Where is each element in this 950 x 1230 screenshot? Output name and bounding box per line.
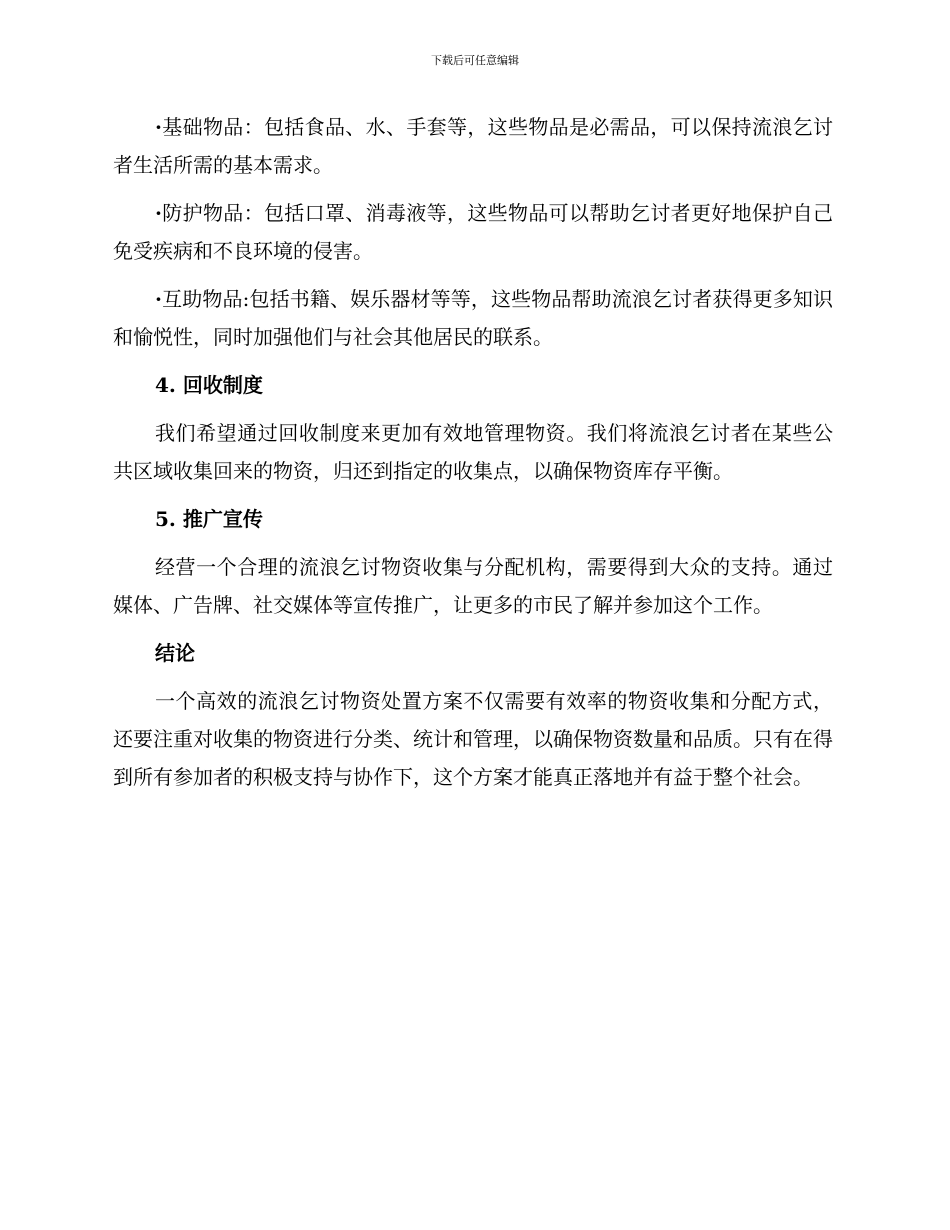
paragraph-conclusion: 一个高效的流浪乞讨物资处置方案不仅需要有效率的物资收集和分配方式，还要注重对收集的物资进行分类、统计和管理，以确保物资数量和品质。只有在得到所有参加者的积极支持与协作下，这个方案才能真正落地并有益于整个社会。 <box>113 689 833 789</box>
section-heading-recycling: 4. 回收制度 <box>155 373 263 397</box>
page-header: 下载后可任意编辑 <box>431 54 519 67</box>
bullet-protective-items <box>113 194 833 270</box>
paragraph-recycling: 我们希望通过回收制度来更加有效地管理物资。我们将流浪乞讨者在某些公共区域收集回来的物资，归还到指定的收集点，以确保物资库存平衡。 <box>113 421 833 483</box>
bullet-mark: · <box>155 115 162 139</box>
bullet-text: 基础物品：包括食品、水、手套等，这些物品是必需品，可以保持流浪乞讨者生活所需的基本需求。 <box>113 115 833 177</box>
section-heading-conclusion: 结论 <box>155 641 195 665</box>
bullet-mutual-aid-items <box>113 280 833 356</box>
bullet-mark: · <box>155 287 162 311</box>
bullet-basic-items <box>113 108 833 184</box>
paragraph-promotion: 经营一个合理的流浪乞讨物资收集与分配机构，需要得到大众的支持。通过媒体、广告牌、社交媒体等宣传推广，让更多的市民了解并参加这个工作。 <box>113 555 833 617</box>
section-heading-promotion: 5. 推广宣传 <box>155 507 263 531</box>
bullet-mark: · <box>155 201 162 225</box>
bullet-text: 互助物品:包括书籍、娱乐器材等等，这些物品帮助流浪乞讨者获得更多知识和愉悦性，同时加强他们与社会其他居民的联系。 <box>113 287 833 349</box>
document-body <box>113 108 833 806</box>
bullet-text: 防护物品：包括口罩、消毒液等，这些物品可以帮助乞讨者更好地保护自己免受疾病和不良环境的侵害。 <box>113 201 833 263</box>
